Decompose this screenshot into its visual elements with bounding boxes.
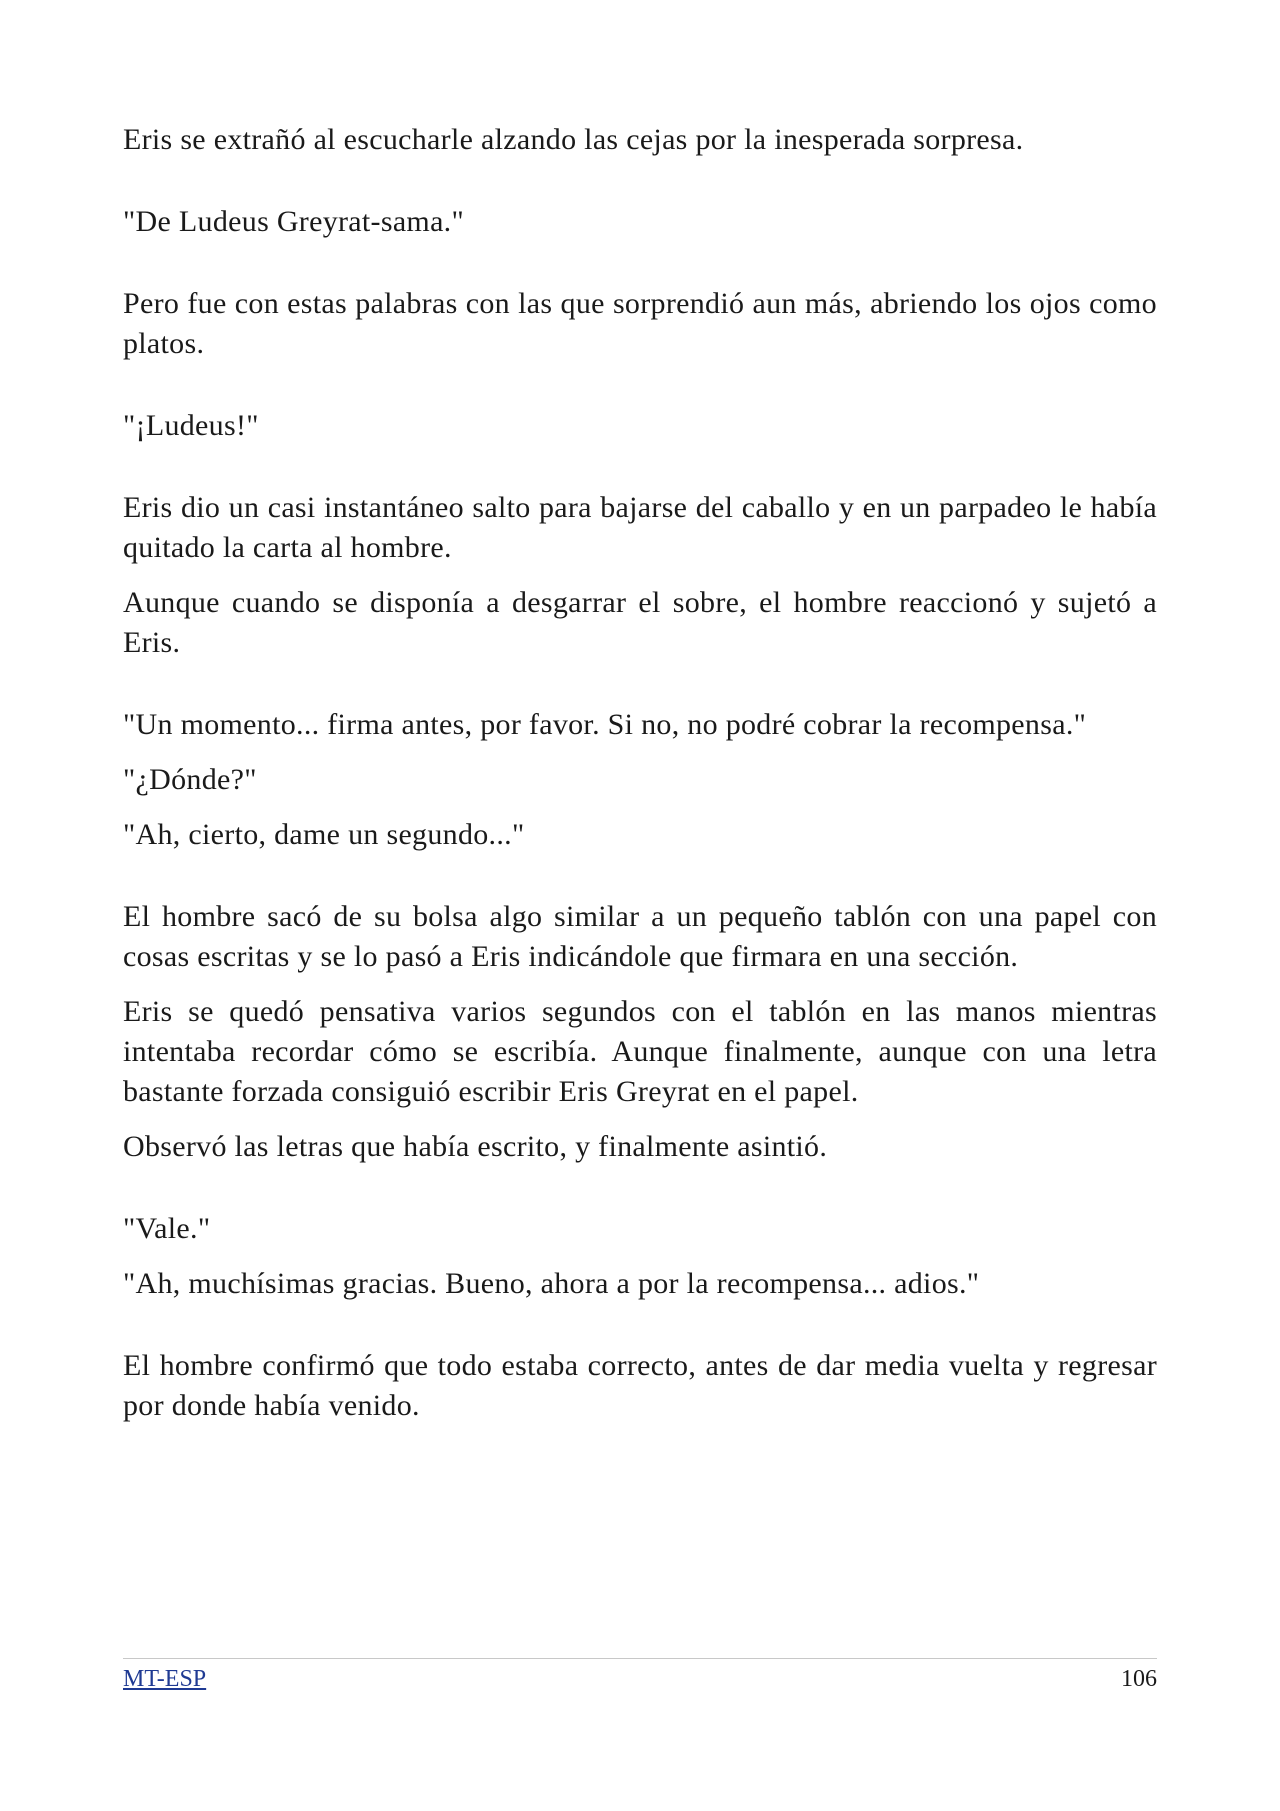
paragraph: Eris dio un casi instantáneo salto para bajarse del caballo y en un parpadeo le había quitado la carta al hombre. — [123, 491, 1157, 564]
paragraph: "¡Ludeus!" — [123, 409, 259, 442]
paragraph: Pero fue con estas palabras con las que sorprendió aun más, abriendo los ojos como platos. — [123, 287, 1157, 360]
paragraph: "Ah, muchísimas gracias. Bueno, ahora a por la recompensa... adios." — [123, 1267, 980, 1300]
body-text — [123, 120, 1157, 1426]
paragraph: "¿Dónde?" — [123, 763, 257, 796]
page-number: 106 — [1121, 1666, 1157, 1692]
paragraph: Aunque cuando se disponía a desgarrar el sobre, el hombre reaccionó y sujetó a Eris. — [123, 586, 1157, 659]
footer-link-mt-esp[interactable]: MT-ESP — [123, 1666, 207, 1692]
paragraph: El hombre sacó de su bolsa algo similar a un pequeño tablón con una papel con cosas escritas y se lo pasó a Eris indicándole que firmara en una sección. — [123, 900, 1157, 973]
paragraph: Observó las letras que había escrito, y finalmente asintió. — [123, 1130, 828, 1163]
page-footer — [123, 1658, 1157, 1695]
paragraph: "Vale." — [123, 1212, 211, 1245]
paragraph: "De Ludeus Greyrat-sama." — [123, 205, 465, 238]
paragraph: "Un momento... firma antes, por favor. Si no, no podré cobrar la recompensa." — [123, 708, 1087, 741]
paragraph: "Ah, cierto, dame un segundo..." — [123, 818, 525, 851]
paragraph: Eris se quedó pensativa varios segundos con el tablón en las manos mientras intentaba recordar cómo se escribía. Aunque finalmente, aunque con una letra bastante forzada consiguió escribir Eris Greyrat en el papel. — [123, 995, 1157, 1108]
paragraph: El hombre confirmó que todo estaba correcto, antes de dar media vuelta y regresar por donde había venido. — [123, 1349, 1157, 1422]
paragraph: Eris se extrañó al escucharle alzando las cejas por la inesperada sorpresa. — [123, 123, 1024, 156]
